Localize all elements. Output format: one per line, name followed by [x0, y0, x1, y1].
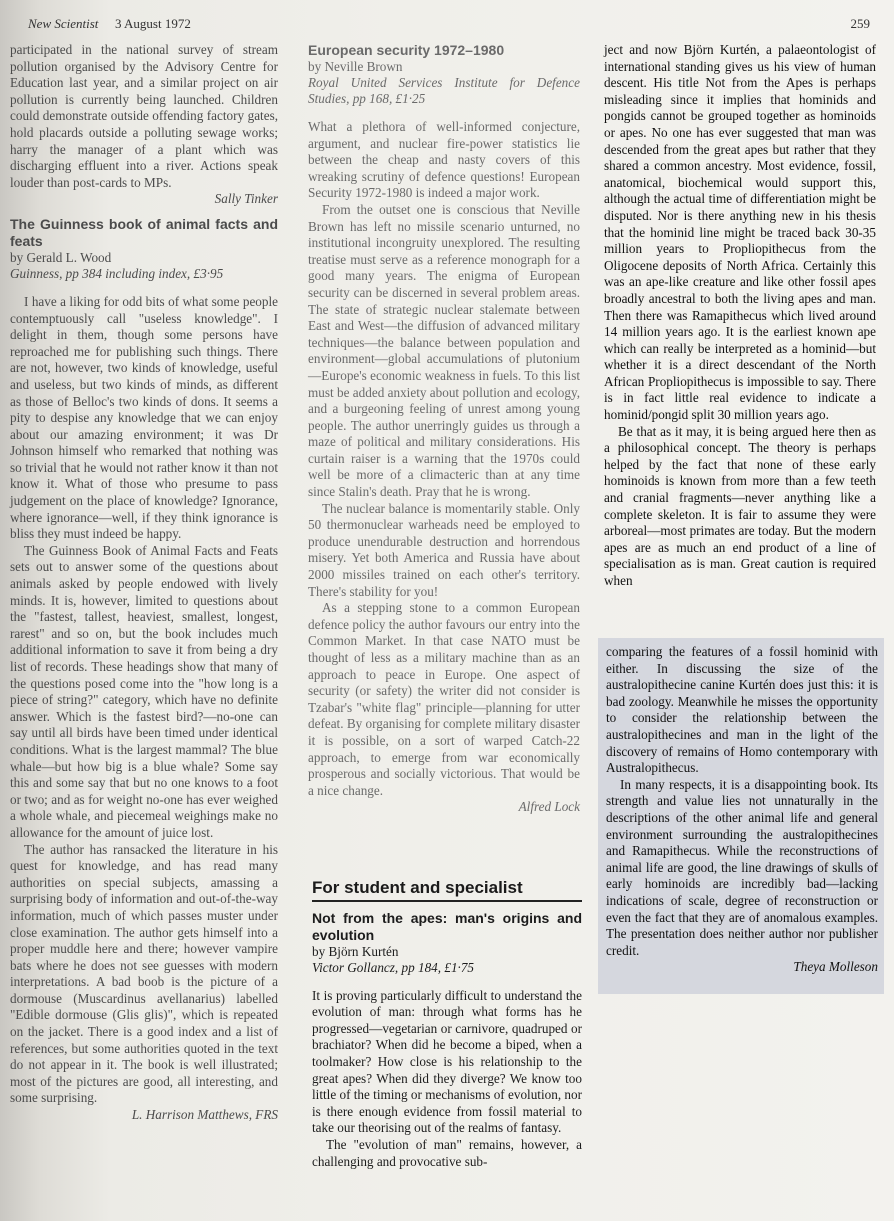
reviewer-signature: L. Harrison Matthews, FRS [131, 1107, 278, 1123]
issue-date: 3 August 1972 [115, 16, 191, 31]
section-heading: For student and specialist [312, 880, 582, 902]
paragraph: The author has ransacked the literature in his quest for knowledge, and has read many authorities on special subjects, amassing a surprising body of information and out-of-the-way information, much of which passes muster under close examination. The author gets himself into a proper muddle here and there; however vampire bats where he does not see guesses with modern interpretations. A bad boob is the picture of a dormouse (Muscardinus avellanarius) labelled "Edible dormouse (Glis glis)", which is repeated on the jacket. There is a good index and a list of references, but some authorities quoted in the text do not appear in it. The book is well illustrated; most of the pictures are good, all interesting, and some surprising. [10, 841, 278, 1106]
paragraph: comparing the features of a fossil hominid with either. In discussing the size of the australopithecine canine Kurtén does just this: it is bad zoology. Meanwhile he misses the opportunity to consider the relationship between the australopithecines and man in the light of the discovery of remains of Homo contemporary with Australopithecus. [606, 644, 878, 776]
paragraph: The "evolution of man" remains, however, a challenging and provocative sub- [312, 1136, 582, 1169]
column-middle-lower [312, 880, 582, 1170]
paragraph: participated in the national survey of stream pollution organised by the Advisory Centre for Education last year, and a similar project on air pollution is currently being launched. Children could demonstrate outside offending factory gates, hold placards outside a polluting sewage works; harry the manager of a plant which was discharging effluent into a river. Actions speak louder than post-cards to MPs. [10, 42, 278, 190]
review-title: Not from the apes: man's origins and evolution [312, 909, 582, 943]
paragraph: The Guinness Book of Animal Facts and Feats sets out to answer some of the questions about animals asked by people endowed with lively minds. It is, however, limited to questions about the "fastest, tallest, heaviest, smallest, longest, rarest" and so on, but the book includes much additional information to save it from being a dry list of records. These headings show that many of the questions posed come into the "how long is a piece of string?" category, which have no definite answer. Which is the fastest bird?—no-one can say until all birds have been timed under identical conditions. What is the largest mammal? The blue whale—but how big is a blue whale? Some say this and some say that but no one knows to a foot or two; and as for weight no-one has ever weighed a whole whale, and piecemeal weighings make no allowance for the amount of juice lost. [10, 542, 278, 840]
paragraph: I have a liking for odd bits of what some people contemptuously call "useless knowledge". I delight in them, though some persons have reproached me for publishing such things. There are not, however, two kinds of knowledge, useful and useless, but two kinds of minds, as different as those of Belloc's two kinds of dons. It seems a pity to despise any knowledge that we can enjoy about our amazing environment; it was Dr Johnson himself who remarked that nothing was so trivial that he would not rather know it than not know it. What of those who presume to pass judgement on the place of knowledge? Ignorance, where ignorance—well, if they think ignorance is bliss they must indeed be happy. [10, 293, 278, 542]
reviewer-signature: Alfred Lock [518, 799, 580, 815]
review-author: by Gerald L. Wood [10, 249, 112, 265]
paragraph: ject and now Björn Kurtén, a palaeontologist of international standing gives us his view of human descent. His title Not from the Apes is perhaps misleading since it implies that hominids and pongids cannot be grouped together as hominoids or apes. No one has ever suggested that man was descended from the great apes but rather that they shared a common ancestry. Most evidence, fossil, anatomical, biochemical would support this, although the actual time of differentiation might be disputed. Nor is there anything new in his thesis that the hominid line might be traced back 30-35 million years to Propliopithecus from the Oligocene deposits of North Africa. Certainly this was an ape-like creature and like other fossil apes broadly ancestral to both the living apes and man. Then there was Ramapithecus which lived around 14 million years ago. It is the earliest known ape which can really be interpreted as a hominid—but whether it is a direct descendant of the North African Propliopithecus is impossible to say. There is in fact little real evidence to indicate a hominid/pongid split 30 million years ago. [604, 42, 876, 423]
paragraph: The nuclear balance is momentarily stable. Only 50 thermonuclear warheads need be employed to produce unendurable destruction and horrendous misery. Yet both America and Russia have about 2000 missiles trained on each other's territory. There's stability for you! [308, 500, 580, 599]
paragraph: What a plethora of well-informed conjecture, argument, and nuclear fire-power statistics lie between the cheap and nasty covers of this wreaking scrutiny of defence questions! European Security 1972-1980 is indeed a major work. [308, 119, 580, 201]
paragraph: It is proving particularly difficult to understand the evolution of man: through what forms has he progressed—vegetarian or carnivore, quadruped or brachiator? When did he become a biped, when a toolmaker? How close is his relationship to the great apes? When did they diverge? We know too little of the timing or mechanisms of evolution, nor is there enough evidence from fossil material to take our theorising out of the realms of fantasy. [312, 987, 582, 1136]
review-author: by Neville Brown [308, 59, 403, 74]
column-left [10, 42, 278, 1124]
paragraph: Be that as it may, it is being argued here then as a philosophical concept. The theory is perhaps helped by the fact that none of these early hominoids is known from more than a few teeth and cranial fragments—never anything like a complete skeleton. It is fair to assume they were arboreal—most primates are today. But the modern apes are as much an end product of a line of specialisation as is man. Great caution is required when [604, 423, 876, 588]
magazine-title: New Scientist [28, 16, 99, 31]
reviewer-signature: Theya Molleson [793, 959, 878, 975]
reviewer-signature: Sally Tinker [214, 191, 278, 207]
review-publisher: Guinness, pp 384 including index, £3·95 [10, 265, 224, 281]
review-title: The Guinness book of animal facts and feats [10, 215, 278, 249]
review-publisher: Victor Gollancz, pp 184, £1·75 [312, 959, 475, 975]
column-right-shaded-box [598, 638, 884, 994]
paragraph: As a stepping stone to a common European defence policy the author favours our entry into the Common Market. In that case NATO must be thought of less as a military machine than as an approach to peace in Europe. One aspect of security (or safety) the writer did not consider is Tzabar's "white flag" principle—planning for utter defeat. By organising for complete military disaster it is possible, on a sort of warped Catch-22 approach, to emerge from war economically prosperous and socially victorious. That would be a nice change. [308, 600, 580, 798]
paragraph: From the outset one is conscious that Neville Brown has left no missile scenario unturned, no institutional incongruity unexplored. The resulting treatise must serve as a reference monograph for a good many years. The enigma of European security can be discerned in several problem areas. The state of strategic nuclear stalemate between East and West—the diffusion of advanced military techniques—the balance between population and environment—global accumulations of plutonium—Europe's economic weakness in fuels. To this list must be added anxiety about pollution and ecology, and a burgeoning feeling of unrest among young people. The author unerringly guides us through a maze of political and military considerations. His curtain raiser is a warning that the 1970s could well be more of a climacteric than at any time since Stalin's death. Pray that he is wrong. [308, 201, 580, 500]
review-author: by Björn Kurtén [312, 943, 399, 959]
review-publisher: Royal United Services Institute for Defence Studies, pp 168, £1·25 [308, 75, 580, 106]
column-middle [308, 42, 580, 816]
column-right [604, 42, 876, 590]
page-number: 259 [850, 16, 870, 31]
paragraph: In many respects, it is a disappointing book. Its strength and value lies not unnaturally in the descriptions of the other animal life and general environment surrounding the australopithecines and Ramapithecus. While the reconstructions of animal life are good, the line drawings of skulls of early hominoids are incredibly bad—lacking indications of scale, degree of reconstruction or even the fact that they are of anomalous examples. The presentation does neither author nor publisher credit. [606, 776, 878, 958]
review-title: European security 1972–1980 [308, 42, 505, 58]
